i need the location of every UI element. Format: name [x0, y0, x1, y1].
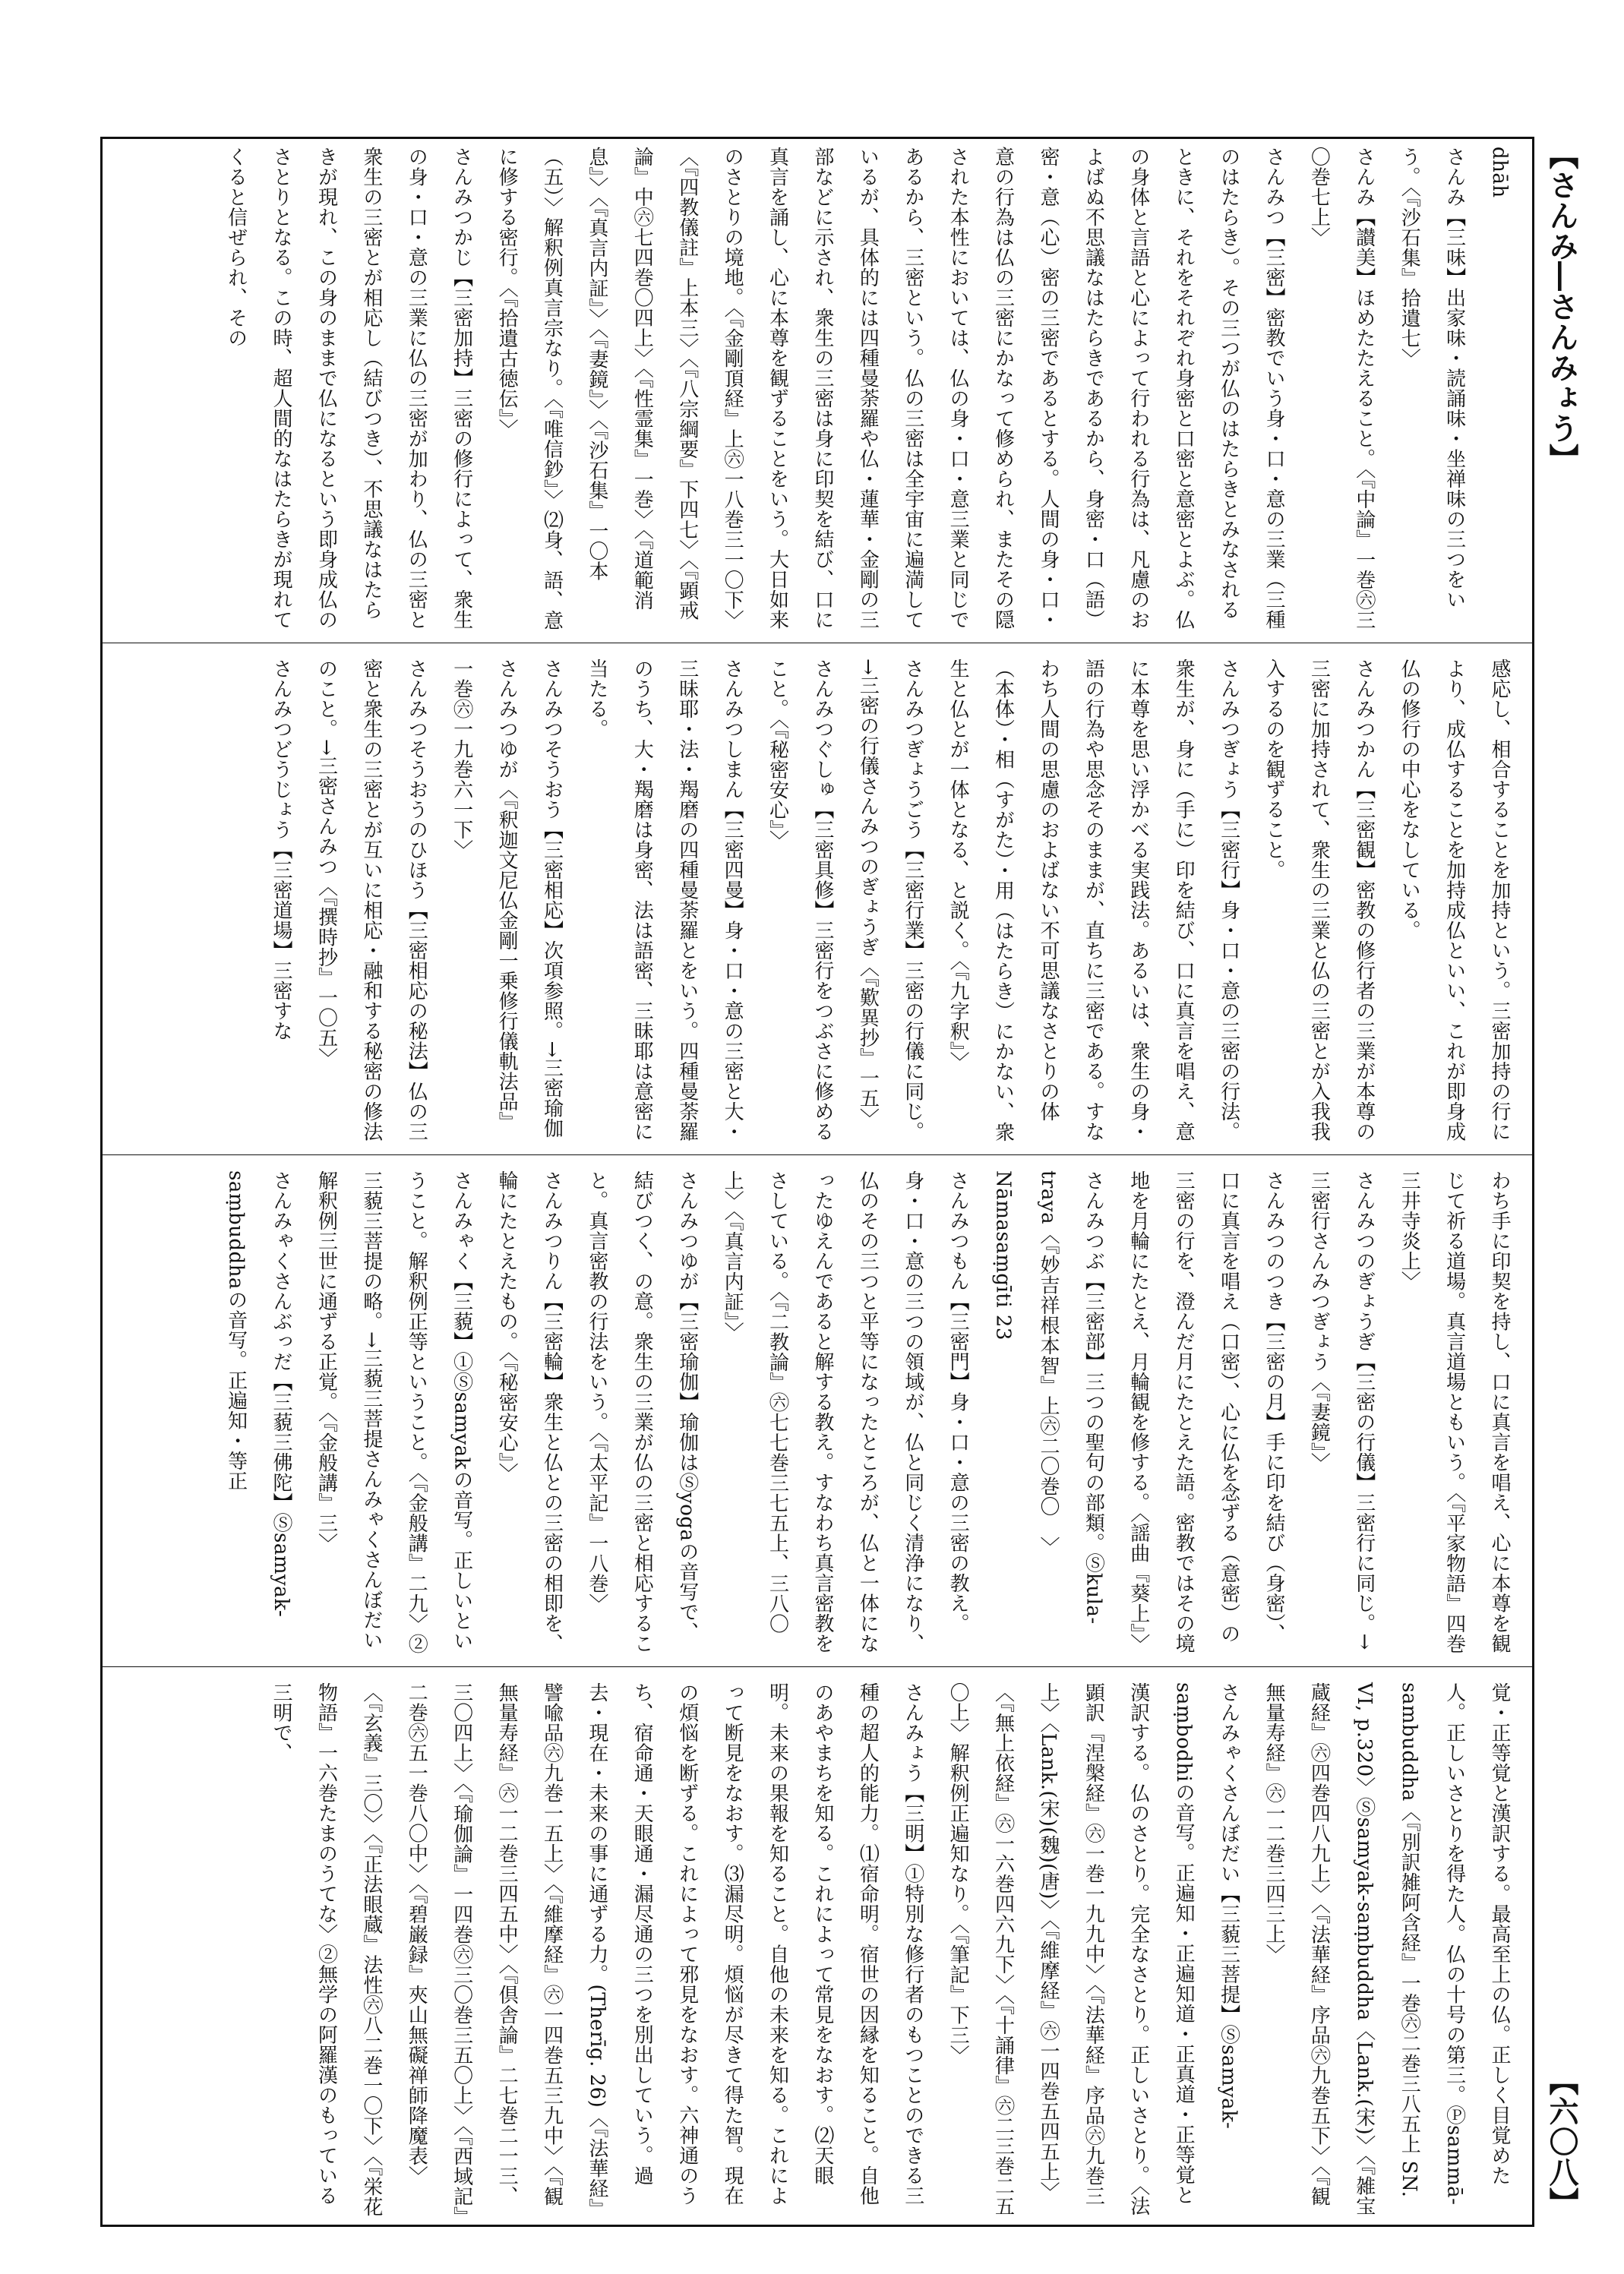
- entry-text: さんみつぎょうごう【三密行業】三密の行儀に同じ。→三密の行儀さんみつのぎょうぎ〈『歎異抄』一五〉: [856, 659, 924, 1142]
- tier-3-text: [213, 1163, 1532, 1658]
- tier-1-text: [213, 139, 1532, 634]
- entry-text: さんみつゆが【三密瑜伽】瑜伽はⓈyogaの音写で、結びつく、の意。衆生の三業が仏の三密と相応すること。真言密教の行法をいう。〈『太平記』一八巻〉: [585, 1170, 699, 1653]
- entry-text: さんみつそうおう【三密相応】次項参照。→三密瑜伽さんみつゆが〈『釈迦文尼仏金剛一乗修行儀軌法品』一巻㊅一九巻六一下〉: [450, 659, 564, 1139]
- entry-text: さんみつかん【三密観】密教の修行者の三業が本尊の三密に加持されて、衆生の三業と仏の三密とが入我我入するのを観ずること。: [1262, 659, 1376, 1142]
- tier-1: [103, 139, 1532, 634]
- entry-text: さんみつのぎょうぎ【三密の行儀】三密行に同じ。→三密行さんみつぎょう〈『妻鏡』〉: [1307, 1170, 1376, 1650]
- entry-text: 感応し、相合することを加持という。三密加持の行により、成仏することを加持成仏といい、これが即身成仏の修行の中心をなしている。: [1398, 659, 1511, 1142]
- page-number: 【六〇八】: [1544, 2066, 1579, 2218]
- entry-text: わち手に印契を持し、口に真言を唱え、心に本尊を観じて祈る道場。真言道場ともいう。〈『平家物語』四巻三井寺炎上〉: [1398, 1170, 1511, 1654]
- tier-3: [103, 1163, 1532, 1658]
- entry-text: さんみつそうおうのひほう【三密相応の秘法】仏の三密と衆生の三密とが互いに相応・融和する秘密の修法のこと。→三密さんみつ〈『撰時抄』一〇五〉: [314, 659, 428, 1142]
- entry-text: dhāh: [1488, 147, 1511, 198]
- tier-divider: [103, 1154, 1532, 1155]
- tier-2-text: [258, 651, 1532, 1146]
- entry-text: さんみつぶ【三密部】三つの聖句の部類。Ⓢkula-traya〈『妙吉祥根本智』上㊅二〇巻〇 〉 Nāmasaṃgīti 23: [991, 1170, 1105, 1625]
- entry-text: さんみゃくさんぶっだ【三藐三佛陀】Ⓢsamyak-saṃbuddhaの音写。正遍知・等正: [224, 1170, 293, 1618]
- entry-text: 覚・正等覚と漢訳する。最高至上の仏。正しく目覚めた人。正しいさとりを得た人。仏の十号の第三。Ⓟsammā-sambuddha〈『別訳雑阿含経』一巻㊅二巻三八五上 SN. VI, p.320〉Ⓢsamyak-saṃbuddha〈Lank.(宋)〉〈『雑宝蔵経』㊅四巻四八九上〉〈『法華経』序品㊅九巻五下〉〈『観無量寿経』㊅一二巻三四三上〉: [1262, 1682, 1511, 2216]
- entry-text: さんみつ【三密】密教でいう身・口・意の三業（三種のはたらき）。その三つが仏のはたらきとみなされるときに、それをそれぞれ身密と口密と意密とよぶ。仏の身体と言語と心によって行われる行為は、凡慮のおよばぬ不思議なはたらきであるから、身密・口（語）密・意（心）密の三密であるとする。人間の身・口・意の行為は仏の三密にかなって修められ、またその隠された本性においては、仏の身・口・意三業と同じであるから、三密という。仏の三密は全宇宙に遍満しているが、具体的には四種曼荼羅や仏・蓮華・金剛の三部などに示され、衆生の三密は身に印契を結び、口に真言を誦し、心に本尊を観ずることをいう。大日如来のさとりの境地。〈『金剛頂経』上㊅一八巻三一〇下〉〈『四教儀註』上本三〉〈『八宗綱要』下四七〉〈『顕戒論』中㊅七四巻〇四上〉〈『性霊集』一巻〉〈『道範消息』〉〈『真言内証』〉〈『妻鏡』〉〈『沙石集』一〇本（五）〉解釈例真言宗なり。〈『唯信鈔』〉⑵身、語、意に修する密行。〈『拾遺古徳伝』〉: [495, 147, 1285, 630]
- tier-4-text: [258, 1675, 1532, 2225]
- entry-text: さんみつのつき【三密の月】手に印を結び（身密）、口に真言を唱え（口密）、心に仏を念ずる（意密）の三密の行を、澄んだ月にたとえた語。密教ではその境地を月輪にたとえ、月輪観を修する。〈謡曲『葵上』〉: [1126, 1170, 1285, 1654]
- tier-2: [103, 651, 1532, 1146]
- entry-text: さんみ【讃美】ほめたたえること。〈『中論』一巻㊅三〇巻七上〉: [1307, 147, 1376, 630]
- entry-text: さんみょう【三明】①特別な修行者のもつことのできる三種の超人的能力。⑴宿命明。宿世の因縁を知ること。自他のあやまちを知る。これによって常見をなおす。⑵天眼明。未来の果報を知ること。自他の未来を知る。これによって断見をなおす。⑶漏尽明。煩悩が尽きて得た智。現在の煩悩を断ずる。これによって邪見をなおす。六神通のうち、宿命通・天眼通・漏尽通の三つを別出していう。過去・現在・未来の事に通ずる力。(Therīg. 26)〈『法華経』譬喩品㊅九巻一五上〉〈『維摩経』㊅一四巻五三九中〉〈『観無量寿経』㊅一二巻三四五中〉〈『倶舎論』二七巻二一三、三〇四上〉〈『瑜伽論』一四巻㊅三〇巻三五〇上〉〈『西域記』二巻㊅五一巻八〇中〉〈『碧巌録』夾山無礙禅師降魔表〉〈『玄義』三〇〉〈『正法眼蔵』法性㊅八二巻一〇下〉〈『栄花物語』一六巻たまのうてな〉②無学の阿羅漢のもっている三明で、: [270, 1682, 924, 2219]
- entry-text: さんみつしまん【三密四曼】身・口・意の三密と大・三昧耶・法・羯磨の四種曼荼羅とをいう。四種曼荼羅のうち、大・羯磨は身密、法は語密、三昧耶は意密に当たる。: [585, 659, 744, 1142]
- entry-text: さんみつぐしゅ【三密具修】三密行をつぶさに修めること。〈『秘密安心』〉: [766, 659, 834, 1142]
- entry-text: さんみゃくさんぼだい【三藐三菩提】Ⓢsamyak-saṃbodhiの音写。正遍知・正遍知道・正真道・正等覚と漢訳する。仏のさとり。完全なさとり。正しいさとり。〈法顕訳『涅槃経』㊅一巻一九九中〉〈『法華経』序品㊅九巻三上〉〈Lank.(宋)(魏)(唐)〉〈『維摩経』㊅一四巻五四五上〉〈『無上依経』㊅一六巻四六九下〉〈『十誦律』㊅二三巻二五〇上〉解釈例正遍知なり。〈『筆記』下三〉: [946, 1682, 1240, 2216]
- tier-divider: [103, 1666, 1532, 1667]
- entry-text: さんみゃく【三藐】①Ⓢsamyakの音写。正しいということ。解釈例正等ということ。〈『金般講』二九〉②三藐三菩提の略。→三藐三菩提さんみゃくさんぼだい解釈例三世に通ずる正覚。〈『金般講』三〉: [314, 1170, 473, 1654]
- entry-text: さんみつぎょう【三密行】身・口・意の三密の行法。衆生が、身に（手に）印を結び、口に真言を唱え、意に本尊を思い浮かべる実践法。あるいは、衆生の身・語の行為や思念そのままが、直ちに三密である。すなわち人間の思慮のおよばない不可思議なさとりの体（本体）・相（すがた）・用（はたらき）にかない、衆生と仏とが一体となる、と説く。〈『九字釈』〉: [946, 659, 1240, 1142]
- running-header: 【さんみ―さんみょう】: [1544, 140, 1579, 474]
- entry-text: さんみつりん【三密輪】衆生と仏との三密の相即を、輪にたとえたもの。〈『秘密安心』〉: [495, 1170, 564, 1653]
- entry-text: さんみつもん【三密門】身・口・意の三密の教え。身・口・意の三つの領域が、仏と同じく清浄になり、仏のその三つと平等になったところが、仏と一体になったゆえんであると解する教え。すなわち真言密教をさしている。〈『二教論』㊅七七巻三七五上、三八〇上〉〈『真言内証』〉: [721, 1170, 970, 1653]
- entry-text: さんみ【三味】出家味・読誦味・坐禅味の三つをいう。〈『沙石集』拾遺七〉: [1398, 147, 1466, 610]
- tier-4: [103, 1675, 1532, 2225]
- entry-text: さんみつかじ【三密加持】三密の修行によって、衆生の身・口・意の三業に仏の三密が加わり、仏の三密と衆生の三密とが相応し（結びつき）、不思議なはたらきが現れ、この身のままで仏になるという即身成仏のさとりとなる。この時、超人間的なはたらきが現れてくると信ぜられ、その: [224, 147, 473, 630]
- entry-text: さんみつどうじょう【三密道場】三密すな: [270, 659, 293, 1041]
